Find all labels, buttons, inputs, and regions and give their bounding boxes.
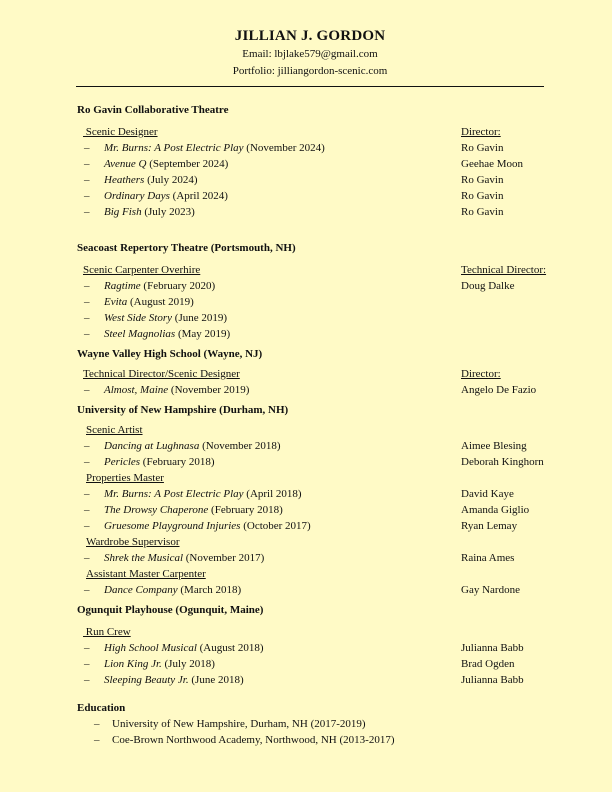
school: University of New Hampshire, Durham, NH (2017-2019) [112,718,366,730]
org-heading: Ogunquit Playhouse (Ogunquit, Maine) [77,604,264,616]
credit-row [77,454,577,470]
show-date: (June 2019) [172,312,228,324]
show-title: Gruesome Playground Injuries [104,520,241,532]
org-heading: Seacoast Repertory Theatre (Portsmouth, NH) [77,242,296,254]
bullet-dash: – [84,658,90,670]
education-item [77,732,577,748]
credit-row [77,156,577,172]
credit-person: Ryan Lemay [461,520,518,532]
show-title: Sleeping Beauty Jr. [104,674,189,686]
bullet-dash: – [84,384,90,396]
credit-row [77,486,577,502]
show-title: Almost, Maine [104,384,169,396]
bullet-dash: – [94,718,100,730]
show-date: (April 2018) [243,488,302,500]
show-date: (February 2020) [140,280,216,292]
bullet-dash: – [94,734,100,746]
email: Email: lbjlake579@gmail.com [242,48,378,60]
show-title: Dance Company [104,584,178,596]
bullet-dash: – [84,190,90,202]
credit-person: Ro Gavin [461,206,504,218]
role-title: Wardrobe Supervisor [86,536,180,548]
portfolio: Portfolio: jilliangordon-scenic.com [232,65,388,77]
show-title: Big Fish [104,206,142,218]
show-title: Dancing at Lughnasa [104,440,200,452]
role-row [77,366,577,382]
bullet-dash: – [84,504,90,516]
show-title: Pericles [104,456,141,468]
credit-person: Brad Ogden [461,658,515,670]
credit-row [77,204,577,220]
show-date: (June 2018) [188,674,244,686]
bullet-dash: – [84,296,90,308]
bullet-dash: – [84,328,90,340]
education-item [77,716,577,732]
show-date: (August 2018) [196,642,264,654]
bullet-dash: – [84,674,90,686]
show-date: (July 2023) [141,206,195,218]
show-title: Evita [104,296,128,308]
role-label: Technical Director: [461,264,547,276]
show-date: (February 2018) [208,504,283,516]
resume-header [0,28,612,79]
bullet-dash: – [84,280,90,292]
bullet-dash: – [84,642,90,654]
header-divider [76,86,544,87]
credit-row [77,382,577,398]
credit-person: Raina Ames [461,552,515,564]
role-row [77,534,577,550]
role-title: Scenic Designer [83,126,158,138]
role-title: Scenic Artist [86,424,143,436]
credit-row [77,582,577,598]
credit-person: Aimee Blesing [461,440,527,452]
role-row [77,262,577,278]
show-title: Heathers [104,174,145,186]
credit-row [77,310,577,326]
show-date: (July 2018) [161,658,215,670]
credit-row [77,550,577,566]
role-title: Properties Master [86,472,164,484]
show-title: Steel Magnolias [104,328,176,340]
role-label: Director: [461,126,501,138]
show-date: (November 2018) [199,440,281,452]
role-title: Scenic Carpenter Overhire [83,264,201,276]
show-title: Mr. Burns: A Post Electric Play [104,142,244,154]
bullet-dash: – [84,158,90,170]
bullet-dash: – [84,206,90,218]
resume-body [77,102,577,748]
credit-person: David Kaye [461,488,514,500]
bullet-dash: – [84,456,90,468]
credit-person: Gay Nardone [461,584,520,596]
show-title: Shrek the Musical [104,552,184,564]
role-row [77,422,577,438]
show-date: (September 2024) [146,158,229,170]
role-title: Technical Director/Scenic Designer [83,368,240,380]
credit-row [77,278,577,294]
role-row [77,124,577,140]
show-date: (November 2019) [168,384,250,396]
credit-row [77,518,577,534]
credit-row [77,656,577,672]
credit-person: Ro Gavin [461,190,504,202]
education-heading: Education [77,702,126,714]
education-list [77,716,577,748]
show-date: (July 2024) [144,174,198,186]
bullet-dash: – [84,520,90,532]
credit-person: Geehae Moon [461,158,524,170]
credit-row [77,172,577,188]
credit-person: Doug Dalke [461,280,515,292]
show-title: Mr. Burns: A Post Electric Play [104,488,244,500]
bullet-dash: – [84,312,90,324]
bullet-dash: – [84,142,90,154]
credit-row [77,672,577,688]
show-title: The Drowsy Chaperone [104,504,209,516]
credit-row [77,140,577,156]
credit-person: Amanda Giglio [461,504,530,516]
credit-row [77,294,577,310]
show-date: (April 2024) [169,190,228,202]
credit-person: Ro Gavin [461,142,504,154]
credit-person: Deborah Kinghorn [461,456,544,468]
bullet-dash: – [84,552,90,564]
role-title: Assistant Master Carpenter [86,568,206,580]
show-date: (August 2019) [127,296,194,308]
show-title: Avenue Q [104,158,147,170]
credit-person: Julianna Babb [461,642,524,654]
show-title: Ordinary Days [104,190,170,202]
bullet-dash: – [84,488,90,500]
show-date: (November 2024) [243,142,325,154]
role-title: Run Crew [83,626,131,638]
show-date: (March 2018) [177,584,242,596]
bullet-dash: – [84,440,90,452]
credit-row [77,640,577,656]
applicant-name: JILLIAN J. GORDON [234,28,386,44]
show-date: (February 2018) [140,456,215,468]
org-heading: Ro Gavin Collaborative Theatre [77,104,229,116]
credit-row [77,502,577,518]
credit-row [77,188,577,204]
credit-row [77,326,577,342]
show-title: Lion King Jr. [104,658,162,670]
show-title: Ragtime [104,280,141,292]
show-date: (May 2019) [175,328,231,340]
role-row [77,624,577,640]
bullet-dash: – [84,584,90,596]
credit-row [77,438,577,454]
show-title: West Side Story [104,312,173,324]
credit-person: Ro Gavin [461,174,504,186]
credit-person: Julianna Babb [461,674,524,686]
role-row [77,566,577,582]
show-date: (November 2017) [183,552,265,564]
role-row [77,470,577,486]
role-label: Director: [461,368,501,380]
show-title: High School Musical [104,642,197,654]
bullet-dash: – [84,174,90,186]
org-heading: Wayne Valley High School (Wayne, NJ) [77,348,263,360]
school: Coe-Brown Northwood Academy, Northwood, NH (2013-2017) [112,734,395,746]
show-date: (October 2017) [240,520,311,532]
org-heading: University of New Hampshire (Durham, NH) [77,404,289,416]
credit-person: Angelo De Fazio [461,384,537,396]
